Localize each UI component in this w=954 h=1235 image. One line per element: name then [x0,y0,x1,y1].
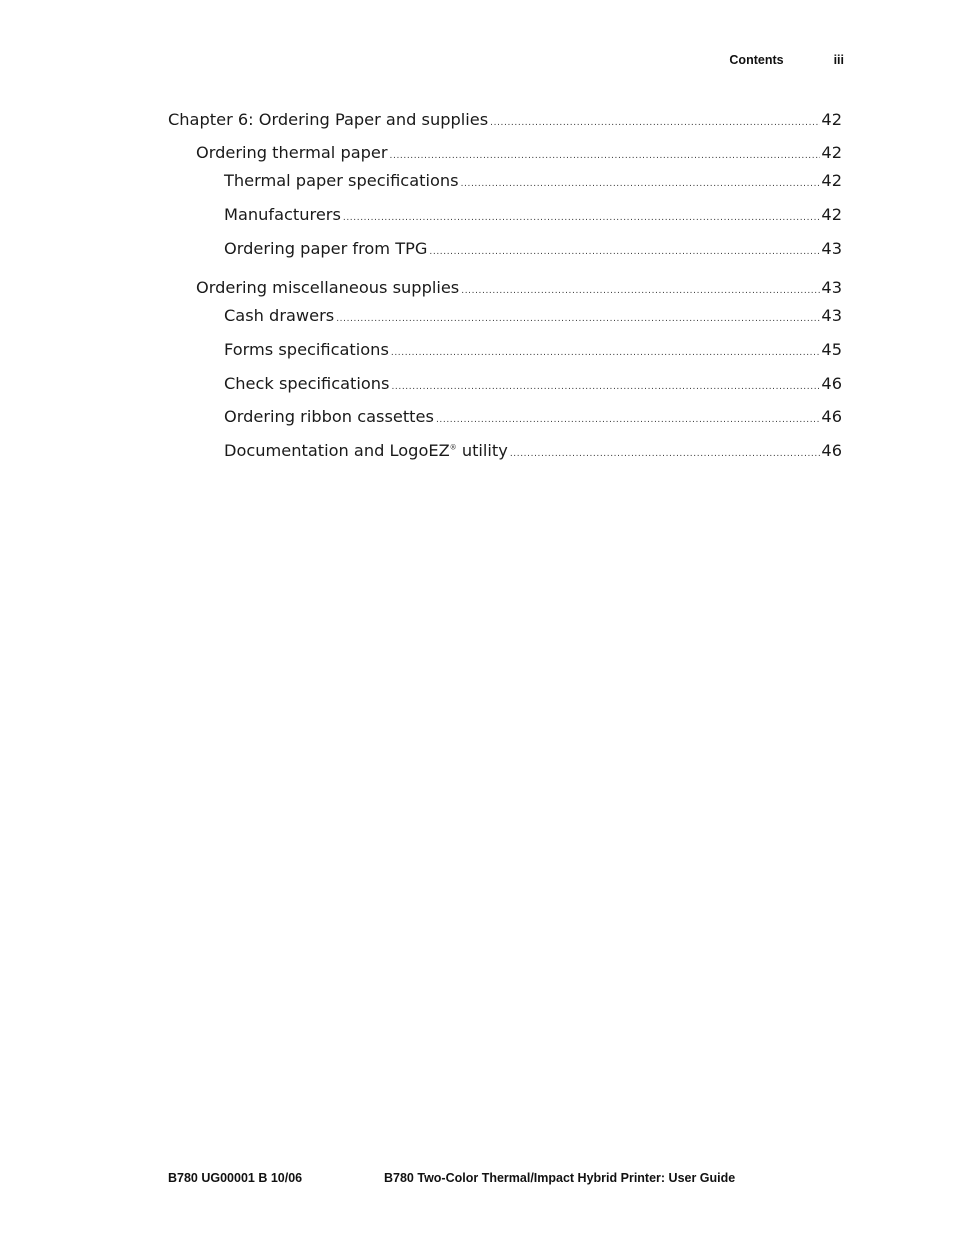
toc-entry-label: Ordering miscellaneous supplies [196,278,460,297]
dot-leader [343,207,821,229]
toc-entry-page: 43 [821,306,842,325]
toc-entry-page: 46 [821,374,842,393]
toc-entry-label: Chapter 6: Ordering Paper and supplies [168,110,489,129]
toc-entry-page: 43 [821,278,842,297]
dot-leader [490,112,820,134]
toc-entry-ordering-miscellaneous-supplies[interactable] [196,277,842,302]
toc-entry-page: 42 [821,110,842,129]
registered-mark: ® [449,443,457,452]
toc-entry-cash-drawers[interactable] [224,305,842,330]
footer-document-id: B780 UG00001 B 10/06 [168,1171,303,1185]
toc-entry-page: 42 [821,205,842,224]
dot-leader [390,145,821,167]
toc-entry-documentation-and-logoez[interactable] [224,440,842,465]
dot-leader [461,280,820,302]
toc-entry-label: Forms specifications [224,340,389,359]
toc-entry-label: Thermal paper specifications [224,171,459,190]
toc-entry-page: 46 [821,407,842,426]
toc-entry-page: 46 [821,441,842,460]
header-page-number: iii [833,53,844,67]
toc-entry-ordering-paper-from-tpg[interactable] [224,238,842,263]
toc-entry-label: Ordering ribbon cassettes [224,407,434,426]
label-suffix: utility [456,441,508,460]
header-section-title: Contents [729,53,784,67]
dot-leader [391,376,820,398]
toc-entry-chapter-6[interactable] [168,109,842,134]
toc-entry-page: 42 [821,143,842,162]
label-main: Documentation and LogoEZ [224,441,450,460]
toc-entry-label: Cash drawers [224,306,335,325]
toc-entry-manufacturers[interactable] [224,204,842,229]
toc-entry-check-specifications[interactable] [224,373,842,398]
dot-leader [461,173,821,195]
toc-entry-page: 42 [821,171,842,190]
dot-leader [510,443,821,465]
dot-leader [336,308,820,330]
toc-entry-label [224,440,510,462]
running-header [729,53,844,67]
toc-entry-label: Check specifications [224,374,390,393]
toc-entry-page: 43 [821,239,842,258]
toc-entry-ordering-thermal-paper[interactable] [196,142,842,167]
toc-entry-ordering-ribbon-cassettes[interactable] [224,406,842,431]
toc-entry-label: Ordering paper from TPG [224,239,428,258]
dot-leader [436,409,820,431]
footer-document-title: B780 Two-Color Thermal/Impact Hybrid Printer: User Guide [384,1171,736,1185]
toc-entry-thermal-paper-specifications[interactable] [224,170,842,195]
dot-leader [391,342,821,364]
toc-entry-page: 45 [821,340,842,359]
dot-leader [429,241,820,263]
toc-entry-label: Ordering thermal paper [196,143,388,162]
toc-entry-forms-specifications[interactable] [224,339,842,364]
toc-entry-label: Manufacturers [224,205,341,224]
